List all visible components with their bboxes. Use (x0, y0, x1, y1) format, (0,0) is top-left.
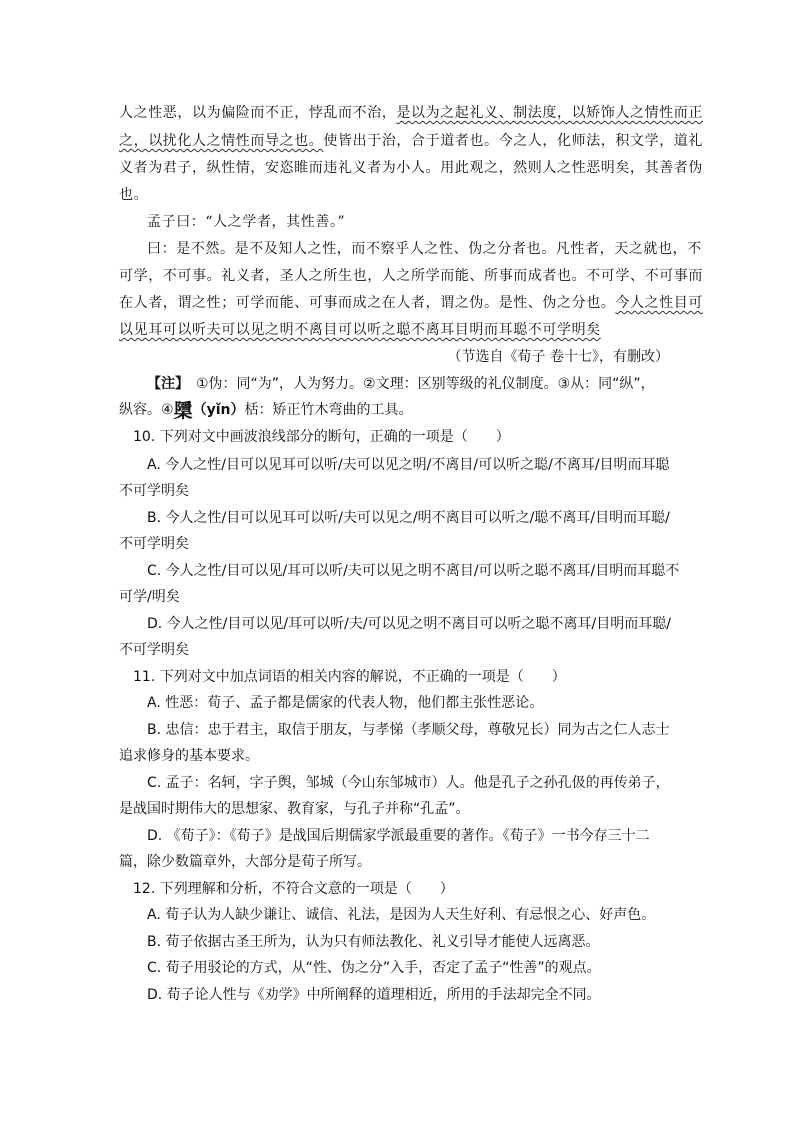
note-line-2 (119, 400, 412, 421)
q12-option-c: C. 荀子用驳论的方式，从“性、伪之分”入手，否定了孟子“性善”的观点。 (147, 960, 601, 976)
passage-line-9 (119, 320, 601, 340)
note-line-1 (147, 374, 655, 394)
q11-option-b-cont: 追求修身的基本要求。 (119, 748, 259, 764)
q10-stem: 10. 下列对文中画波浪线部分的断句，正确的一项是（ ） (133, 429, 510, 445)
q10-option-a-cont: 不可学明矣 (119, 483, 189, 499)
passage-line-4: 也。 (119, 187, 149, 203)
q11-option-d-cont: 篇，除少数篇章外，大部分是荀子所写。 (119, 854, 371, 870)
passage-line-2 (119, 131, 703, 151)
passage-line-5: 孟子曰：“人之学者，其性善。” (147, 214, 346, 230)
passage-text: 使皆出于治，合于道者也。今之人，化师法，积文学，道礼 (323, 133, 704, 149)
q11-option-b: B. 忠信：忠于君主，取信于朋友，与孝悌（孝顺父母，尊敬兄长）同为古之仁人志士 (147, 722, 670, 738)
note-text: 栝：矫正竹木弯曲的工具。 (244, 402, 413, 418)
passage-line-1 (119, 103, 703, 123)
passage-line-7: 可学，不可事。礼义者，圣人之所生也，人之所学而能、所事而成者也。不可学、不可事而 (119, 268, 703, 284)
q12-option-d: D. 荀子论人性与《劝学》中所阐释的道理相近，所用的手法却完全不同。 (147, 987, 601, 1003)
pinyin: （yǐn） (192, 402, 245, 418)
passage-line-6: 曰：是不然。是不及知人之性，而不察乎人之性、伪之分者也。凡性者，天之就也，不 (147, 241, 702, 257)
note-label: 【注】 (147, 376, 182, 392)
wavy-underlined-text: 之，以扰化人之情性而导之也。 (119, 133, 324, 149)
wavy-underlined-text: 今人之性目可 (615, 295, 704, 311)
note-text: 纵容。④ (119, 402, 174, 418)
passage-text: 在人者，谓之性；可学而能、可事而成之在人者，谓之伪。是性、伪之分也。 (119, 295, 616, 311)
note-text: ①伪：同“为”，人为努力。②文理：区别等级的礼仪制度。③从：同“纵”， (196, 376, 655, 392)
q12-stem: 12. 下列理解和分析，不符合文意的一项是（ ） (133, 881, 454, 897)
rare-character: 檃 (173, 400, 193, 422)
q11-option-d: D. 《荀子》：《荀子》是战国后期儒家学派最重要的著作。《荀子》一书今存三十二 (147, 828, 650, 844)
wavy-underlined-text: 以见耳可以听夫可以见之明不离目可以听之聪不离耳目明而耳聪不可学明矣 (119, 322, 601, 338)
q11-option-c: C. 孟子：名轲，字子舆，邹城（今山东邹城市）人。他是孔子之孙孔伋的再传弟子， (147, 775, 670, 791)
q12-option-a: A. 荀子认为人缺少谦让、诚信、礼法，是因为人天生好利、有忌恨之心、好声色。 (147, 907, 656, 923)
q11-option-c-cont: 是战国时期伟大的思想家、教育家，与孔子并称“孔孟”。 (119, 801, 470, 817)
q11-stem: 11. 下列对文中加点词语的相关内容的解说，不正确的一项是（ ） (133, 669, 566, 685)
q10-option-b: B. 今人之性/目可以见耳可以听/夫可以见之/明不离目可以听之/聪不离耳/目明而耳聪/ (147, 510, 670, 526)
passage-line-3: 义者为君子，纵性情，安恣睢而违礼义者为小人。用此观之，然则人之性恶明矣，其善者伪 (119, 160, 703, 176)
passage-line-8 (119, 293, 703, 313)
q10-option-d: D. 今人之性/目可以见/耳可以听/夫/可以见之明不离目可以听之聪不离耳/目明而耳聪/ (147, 616, 671, 632)
source-citation: （节选自《荀子 卷十七》，有删改） (447, 349, 669, 365)
q10-option-c-cont: 可学/明矣 (119, 589, 180, 605)
q11-option-a: A. 性恶：荀子、孟子都是儒家的代表人物，他们都主张性恶论。 (147, 695, 544, 711)
q10-option-d-cont: 不可学明矣 (119, 642, 189, 658)
wavy-underlined-text: 是以为之起礼义、制法度，以矫饰人之情性而正 (396, 105, 704, 121)
q10-option-a: A. 今人之性/目可以见耳可以听/夫可以见之明/不离目/可以听之聪/不离耳/目明而耳聪 (147, 457, 670, 473)
q10-option-b-cont: 不可学明矣 (119, 536, 189, 552)
q12-option-b: B. 荀子依据古圣王所为，认为只有师法教化、礼义引导才能使人远离恶。 (147, 934, 600, 950)
passage-text: 人之性恶，以为偏险而不正，悖乱而不治， (119, 105, 397, 121)
q10-option-c: C. 今人之性/目可以见/耳可以听/夫可以见之明不离目/可以听之聪不离耳/目明而耳聪不 (147, 563, 680, 579)
